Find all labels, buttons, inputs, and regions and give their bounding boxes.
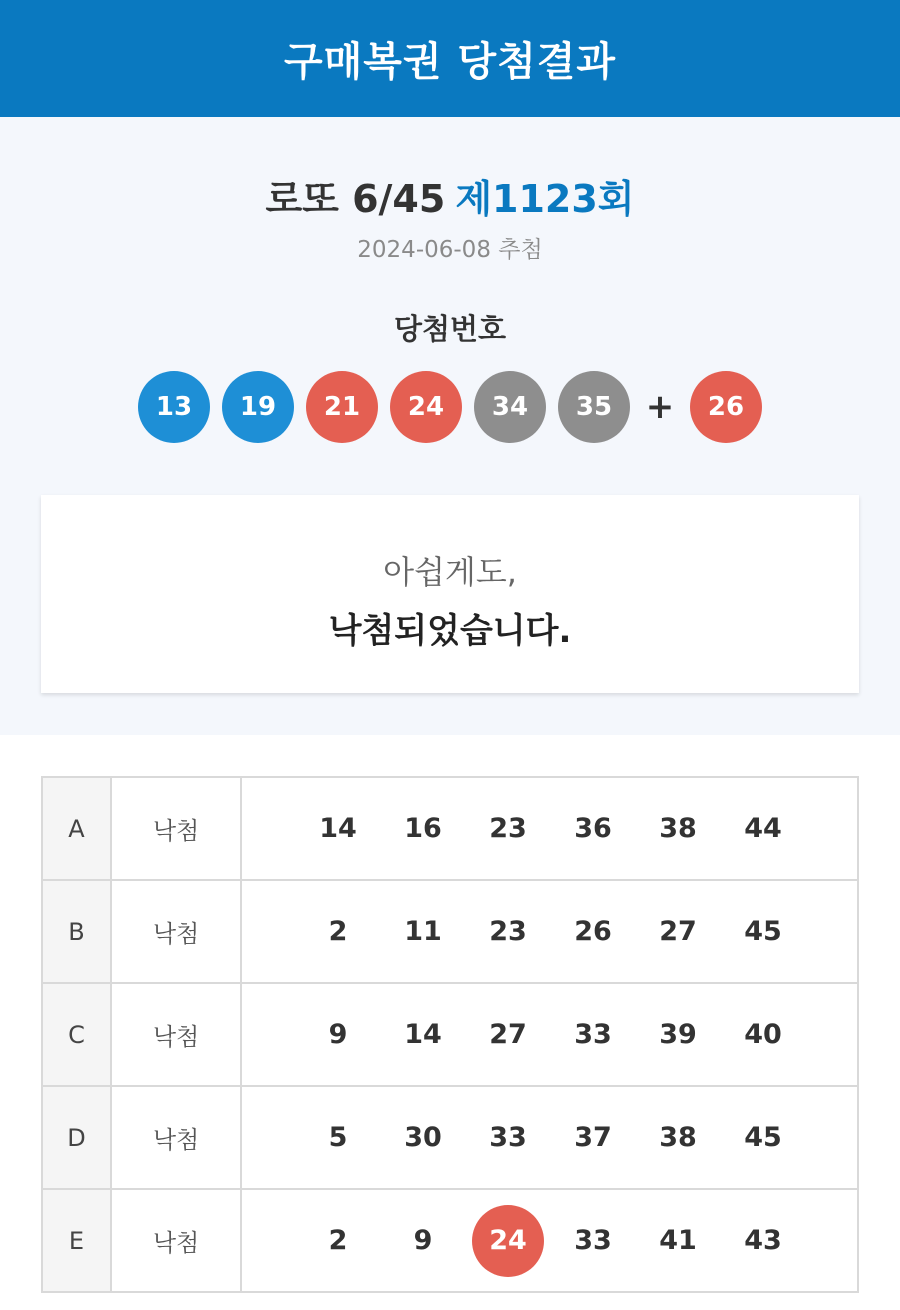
ticket-game-label: D — [43, 1087, 112, 1188]
winning-numbers — [138, 371, 762, 443]
winning-number-ball: 19 — [222, 371, 294, 443]
ticket-number: 33 — [574, 1019, 612, 1050]
ticket-numbers — [242, 1087, 857, 1188]
result-card — [41, 495, 859, 693]
ticket-number: 14 — [404, 1019, 442, 1050]
ticket-number: 26 — [574, 916, 612, 947]
ticket-number: 33 — [574, 1225, 612, 1256]
ticket-number: 16 — [404, 813, 442, 844]
bonus-number-ball: 26 — [690, 371, 762, 443]
ticket-number: 23 — [489, 916, 527, 947]
ticket-number: 37 — [574, 1122, 612, 1153]
ticket-numbers — [242, 778, 857, 879]
draw-summary — [0, 117, 900, 735]
ticket-number-matched: 24 — [472, 1205, 544, 1277]
ticket-numbers — [242, 881, 857, 982]
ticket-game-label: C — [43, 984, 112, 1085]
ticket-row — [43, 1190, 857, 1293]
winning-numbers-label: 당첨번호 — [393, 312, 507, 346]
ticket-row — [43, 984, 857, 1087]
winning-number-ball: 21 — [306, 371, 378, 443]
ticket-number: 43 — [744, 1225, 782, 1256]
ticket-result: 낙첨 — [112, 1087, 242, 1188]
ticket-number: 45 — [744, 916, 782, 947]
ticket-numbers — [242, 1190, 857, 1291]
ticket-number: 39 — [659, 1019, 697, 1050]
ticket-number: 2 — [328, 916, 348, 947]
ticket-number: 30 — [404, 1122, 442, 1153]
ticket-number: 9 — [328, 1019, 348, 1050]
ticket-result: 낙첨 — [112, 984, 242, 1085]
page-title: 구매복권 당첨결과 — [283, 39, 617, 85]
ticket-result: 낙첨 — [112, 881, 242, 982]
ticket-number: 44 — [744, 813, 782, 844]
ticket-number: 36 — [574, 813, 612, 844]
ticket-number: 14 — [319, 813, 357, 844]
ticket-number: 5 — [328, 1122, 348, 1153]
draw-title — [0, 168, 900, 223]
ticket-game-label: A — [43, 778, 112, 879]
ticket-number: 27 — [659, 916, 697, 947]
result-message-sub: 아쉽게도, — [383, 553, 517, 591]
ticket-number: 40 — [744, 1019, 782, 1050]
ticket-number: 33 — [489, 1122, 527, 1153]
draw-round: 제1123회 — [455, 177, 635, 221]
ticket-result: 낙첨 — [112, 1190, 242, 1291]
plus-sign: + — [645, 387, 675, 427]
ticket-number: 23 — [489, 813, 527, 844]
ticket-number: 11 — [404, 916, 442, 947]
ticket-result: 낙첨 — [112, 778, 242, 879]
ticket-number: 38 — [659, 813, 697, 844]
ticket-row — [43, 1087, 857, 1190]
ticket-number: 27 — [489, 1019, 527, 1050]
game-name: 로또 6/45 — [265, 177, 446, 221]
draw-date: 2024-06-08 추첨 — [357, 237, 543, 263]
page-header — [0, 0, 900, 117]
ticket-row — [43, 778, 857, 881]
ticket-number: 2 — [328, 1225, 348, 1256]
result-message-main: 낙첨되었습니다. — [328, 611, 572, 651]
ticket-number: 9 — [413, 1225, 433, 1256]
winning-number-ball: 35 — [558, 371, 630, 443]
ticket-table — [41, 776, 859, 1293]
ticket-numbers — [242, 984, 857, 1085]
ticket-game-label: B — [43, 881, 112, 982]
ticket-number: 41 — [659, 1225, 697, 1256]
ticket-row — [43, 881, 857, 984]
winning-number-ball: 24 — [390, 371, 462, 443]
winning-number-ball: 34 — [474, 371, 546, 443]
ticket-number: 38 — [659, 1122, 697, 1153]
winning-number-ball: 13 — [138, 371, 210, 443]
ticket-number: 45 — [744, 1122, 782, 1153]
ticket-game-label: E — [43, 1190, 112, 1291]
